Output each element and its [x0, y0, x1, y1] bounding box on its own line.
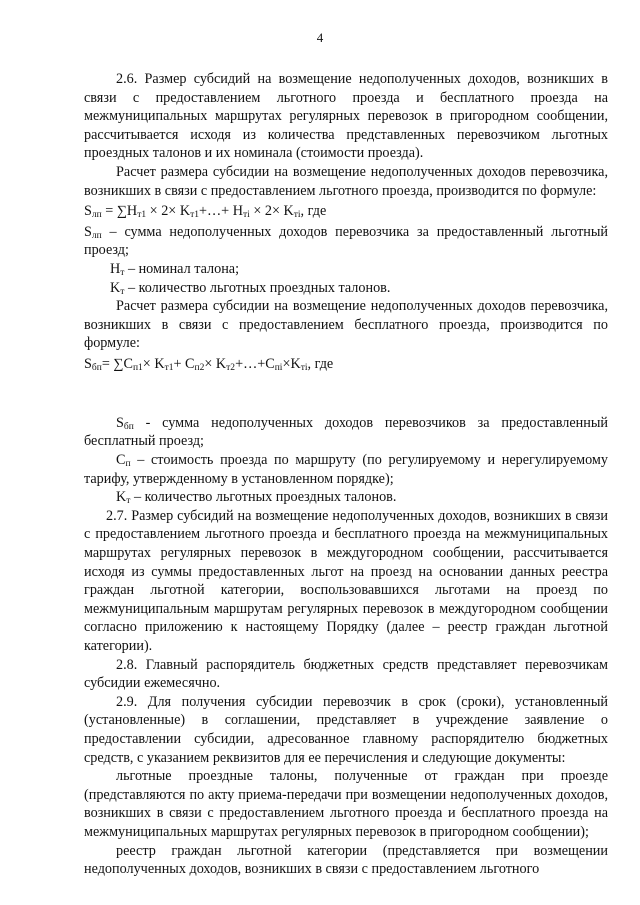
spacer [84, 388, 608, 400]
paragraph: 2.9. Для получения субсидии перевозчик в срок (сроки), установленный (установленные) в соглашении, представляет в учреждение заявление о предоставлении субсидии, адресованное главному распорядителю бюджетных средств, с указанием реквизитов для ее перечисления и следующие документы: [84, 693, 608, 766]
paragraph: $K_т$ – количество льготных проездных талонов. [116, 489, 397, 507]
paragraph: $H_т$ – номинал талона; [110, 260, 240, 278]
document-body [84, 70, 608, 879]
paragraph: Расчет размера субсидии на возмещение недополученных доходов перевозчика, возникших в связи с предоставлением льготного проезда, производится по формуле: [84, 163, 608, 199]
paragraph: $C_п$ – стоимость проезда по маршруту (по регулируемому и нерегулируемому тарифу, утвержденному в установленном порядке); [84, 452, 608, 487]
paragraph: 2.7. Размер субсидий на возмещение недополученных доходов, возникших в связи с предоставлением льготного проезда и бесплатного проезда на межмуниципальных маршрутах регулярных перевозок в междугородном сообщении, рассчитывается исходя из суммы предоставленных льгот на проезд на основании данных реестра граждан льготной категории, воспользовавшихся льготами на проезд по межмуниципальным маршрутам регулярных перевозок в междугородном сообщении согласно приложению к настоящему Порядку (далее – реестр граждан льготной категории). [84, 507, 608, 654]
paragraph: $K_т$ – количество льготных проездных талонов. [110, 279, 391, 297]
paragraph: льготные проездные талоны, полученные от граждан при проезде (представляются по акту приема-передачи при возмещении недополученных доходов, возникших в связи с предоставлением льготного проезда и бесплатного проезда на межмуниципальных маршрутах регулярных перевозок в пригородном сообщении); [84, 768, 608, 840]
paragraph: 2.8. Главный распорядитель бюджетных средств представляет перевозчикам субсидии ежемесячно. [84, 656, 608, 692]
paragraph: $S_{бп}$ - сумма недополученных доходов перевозчиков за предоставленный бесплатный проезд; [84, 414, 608, 450]
paragraph: 2.6. Размер субсидий на возмещение недополученных доходов, возникших в связи с предоставлением льготного проезда и бесплатного проезда на межмуниципальных маршрутах регулярных перевозок в пригородном сообщении, рассчитывается исходя из количества представленных перевозчиком льготных проездных талонов и их номинала (стоимости проезда). [84, 71, 608, 162]
paragraph: Расчет размера субсидии на возмещение недополученных доходов перевозчика, возникших в связи с предоставлением бесплатного проезда, производится по формуле: [84, 298, 608, 352]
formula: $S_{бп}= \sum C_{п1}\times K_{т1}+ C_{п2}\times$ $K_{т2}+\dots+C_{пi}\times K_{тi}$, где [84, 355, 334, 373]
page-number: 4 [316, 30, 324, 45]
formula: $S_{лп} = \sum H_{т1} \times 2\times$ $K_{т1}+\dots+ H_{тi} \times 2\times K_{тi}$, где [84, 203, 327, 221]
paragraph: $S_{лп}$ – сумма недополученных доходов перевозчика за предоставленный льготный проезд; [84, 223, 608, 259]
paragraph: реестр граждан льготной категории (представляется при возмещении недополученных доходов, возникших в связи с предоставлением льготного [84, 842, 608, 878]
